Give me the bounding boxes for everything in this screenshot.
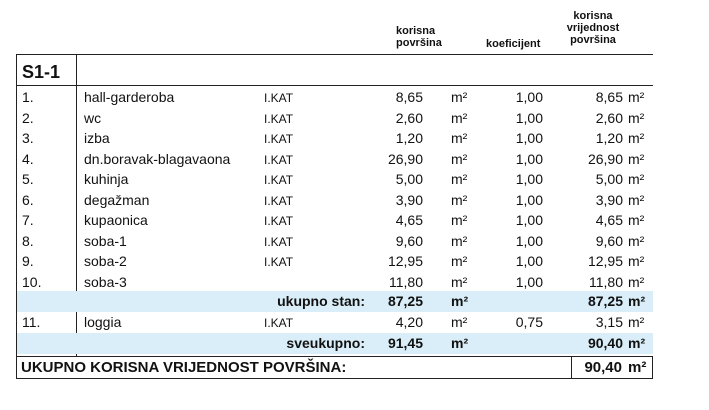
row-area-unit: m² (451, 89, 468, 105)
value-header-line3: površina (570, 34, 616, 46)
table-row (16, 272, 653, 293)
row-name: dn.boravak-blagavaona (84, 150, 231, 167)
final-total-value: 90,40 (584, 359, 622, 376)
row-area-unit: m² (451, 232, 468, 249)
area-header-line1: korisna (396, 25, 436, 37)
row-coef: 1,00 (515, 232, 543, 249)
row-area-unit: m² (451, 191, 468, 208)
row-value-unit: m² (628, 89, 645, 105)
subtotal-row (16, 291, 653, 312)
table-row (16, 128, 653, 149)
row-value: 12,95 (587, 253, 623, 269)
row-value-unit: m² (628, 212, 645, 228)
table-row (16, 251, 653, 272)
row-num: 9. (22, 253, 34, 269)
row-area: 8,65 (395, 89, 423, 105)
grandtotal-value: 90,40 (587, 335, 623, 351)
row-name: degažman (84, 191, 150, 208)
row-floor: I.KAT (264, 91, 294, 105)
final-total-label: UKUPNO KORISNA VRIJEDNOST POVRŠINA: (21, 359, 347, 376)
final-total-box (16, 356, 653, 379)
table-row (16, 87, 653, 108)
final-total-unit: m² (628, 359, 647, 376)
row-value-unit: m² (628, 273, 645, 290)
row-num: 1. (22, 89, 34, 105)
table-row (16, 108, 653, 129)
row-name: izba (84, 130, 110, 146)
row-area: 1,20 (395, 130, 423, 146)
row-floor: I.KAT (264, 234, 294, 249)
row-value: 3,90 (595, 191, 623, 208)
row-value: 1,20 (595, 130, 623, 146)
row-coef: 1,00 (515, 109, 543, 126)
value-column-header (560, 10, 626, 46)
row-area: 2,60 (395, 109, 423, 126)
table-row (16, 169, 653, 190)
value-header-line1: korisna (573, 10, 613, 22)
row-num: 7. (22, 212, 34, 228)
loggia-value: 3,15 (595, 314, 623, 330)
coef-column-header: koeficijent (486, 38, 541, 50)
row-value-unit: m² (628, 130, 645, 146)
row-value: 26,90 (587, 150, 623, 167)
row-num: 6. (22, 191, 34, 208)
row-value-unit: m² (628, 232, 645, 249)
row-coef: 1,00 (515, 150, 543, 167)
row-name: hall-garderoba (84, 89, 175, 105)
loggia-area: 4,20 (395, 314, 423, 330)
row-coef: 1,00 (515, 130, 543, 146)
row-value: 5,00 (595, 171, 623, 187)
row-value: 2,60 (595, 109, 623, 126)
loggia-area-unit: m² (451, 314, 468, 330)
row-floor: I.KAT (264, 173, 294, 187)
area-header-line2: površina (396, 37, 442, 49)
subtotal-area-unit: m² (451, 293, 469, 309)
row-area: 3,90 (395, 191, 423, 208)
table-row (16, 231, 653, 252)
area-column-header (396, 25, 442, 49)
row-area: 12,95 (387, 253, 423, 269)
row-num: 5. (22, 171, 34, 187)
loggia-name: loggia (84, 314, 122, 330)
row-area-unit: m² (451, 253, 468, 269)
row-floor: I.KAT (264, 255, 294, 269)
section-divider (76, 55, 77, 85)
table-row (16, 190, 653, 211)
row-floor: I.KAT (264, 132, 294, 146)
section-title: S1-1 (22, 62, 61, 82)
row-value: 11,80 (589, 273, 623, 290)
row-coef: 1,00 (515, 273, 543, 290)
subtotal-area: 87,25 (387, 293, 423, 309)
row-coef: 1,00 (515, 191, 543, 208)
grandtotal-value-unit: m² (628, 335, 646, 351)
row-floor: I.KAT (264, 152, 294, 167)
row-name: soba-3 (84, 273, 127, 290)
row-coef: 1,00 (515, 212, 543, 228)
row-area: 11,80 (389, 273, 423, 290)
loggia-row (16, 312, 653, 333)
row-coef: 1,00 (515, 89, 543, 105)
row-value: 9,60 (595, 232, 623, 249)
row-area: 26,90 (387, 150, 423, 167)
row-coef: 1,00 (515, 253, 543, 269)
row-value-unit: m² (628, 253, 645, 269)
row-coef: 1,00 (515, 171, 543, 187)
row-num: 10. (22, 273, 42, 290)
loggia-value-unit: m² (628, 314, 645, 330)
row-area-unit: m² (451, 109, 468, 126)
row-value: 4,65 (595, 212, 623, 228)
row-num: 2. (22, 109, 34, 126)
grandtotal-label: sveukupno: (286, 335, 365, 351)
grandtotal-row (16, 333, 653, 354)
subtotal-label: ukupno stan: (277, 293, 365, 309)
row-area: 9,60 (395, 232, 423, 249)
row-area-unit: m² (451, 212, 468, 228)
section-bottom-border (16, 85, 653, 86)
row-floor: I.KAT (264, 214, 294, 228)
row-area: 5,00 (395, 171, 423, 187)
row-area-unit: m² (451, 150, 468, 167)
row-name: soba-2 (84, 253, 127, 269)
row-area-unit: m² (451, 273, 468, 290)
row-name: kupaonica (84, 212, 148, 228)
subtotal-value: 87,25 (587, 293, 623, 309)
row-value-unit: m² (628, 150, 645, 167)
subtotal-value-unit: m² (628, 293, 646, 309)
row-name: soba-1 (84, 232, 127, 249)
loggia-coef: 0,75 (515, 314, 543, 330)
row-name: wc (84, 109, 102, 126)
row-name: kuhinja (84, 171, 129, 187)
value-header-line2: vrijednost (566, 22, 620, 34)
row-area-unit: m² (451, 130, 468, 146)
table-row (16, 149, 653, 170)
row-floor: I.KAT (264, 111, 294, 126)
row-num: 8. (22, 232, 34, 249)
loggia-floor: I.KAT (264, 316, 294, 330)
table-row (16, 210, 653, 231)
loggia-num: 11. (22, 314, 41, 330)
row-num: 3. (22, 130, 34, 146)
row-area: 4,65 (395, 212, 423, 228)
row-area-unit: m² (451, 171, 468, 187)
row-value-unit: m² (628, 171, 645, 187)
row-floor: I.KAT (264, 193, 294, 208)
grandtotal-area: 91,45 (387, 335, 423, 351)
section-header-row (16, 55, 653, 85)
final-total-divider (571, 357, 572, 378)
row-value: 8,65 (595, 89, 623, 105)
row-value-unit: m² (628, 191, 645, 208)
row-value-unit: m² (628, 109, 645, 126)
row-num: 4. (22, 150, 34, 167)
grandtotal-area-unit: m² (451, 335, 469, 351)
